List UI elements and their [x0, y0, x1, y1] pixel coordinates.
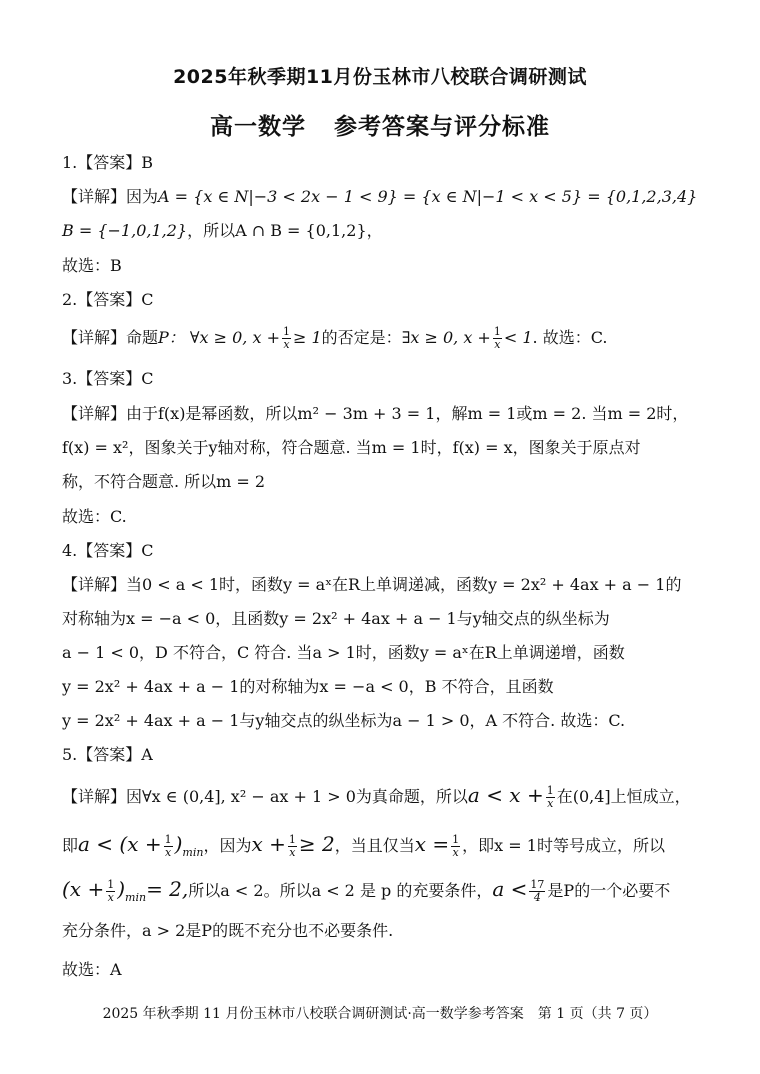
q2-answer: 2.【答案】C: [62, 290, 154, 309]
exam-title: 2025年秋季期11月份玉林市八校联合调研测试: [173, 66, 587, 88]
q1-detail-line2: B = {−1,0,1,2}，所以A ∩ B = {0,1,2}，: [62, 221, 383, 240]
exam-subtitle: [0, 108, 760, 141]
q1-conclusion: 故选：B: [62, 256, 122, 275]
q5-detail-line3: (x + $\frac{1}{x}$ )$_{min}= 2$,所以a < 2。所以a < 2 是 p 的充要条件，a < $\frac{17}{4}$ 是P的一个必要不: [62, 877, 671, 904]
q3-conclusion: 故选：C.: [62, 507, 127, 526]
q4-detail-line5: y = 2x² + 4ax + a − 1与y轴交点的纵坐标为a − 1 > 0，A 不符合. 故选：C.: [62, 711, 626, 730]
q4-detail-line1: 【详解】当0 < a < 1时，函数y = aˣ在R上单调递减，函数y = 2x² + 4ax + a − 1的: [62, 575, 682, 594]
q1-detail-line1: 【详解】因为A = {x ∈ N|−3 < 2x − 1 < 9} = {x ∈ N|−1 < x < 5} = {0,1,2,3,4}: [62, 187, 698, 206]
q5-detail-line2: 即a < (x + $\frac{1}{x}$ )$_{min}$，因为x + $\frac{1}{x}$ ≥ 2，当且仅当x = $\frac{1}{x}$ ，即x = 1时等号成立，所以: [62, 832, 665, 859]
q3-detail-line3: 称，不符合题意. 所以m = 2: [62, 472, 266, 491]
q4-detail-line3: a − 1 < 0，D 不符合，C 符合. 当a > 1时，函数y = aˣ在R上单调递增，函数: [62, 643, 625, 662]
q3-detail-line1: 【详解】由于f(x)是幂函数，所以m² − 3m + 3 = 1，解m = 1或m = 2. 当m = 2时，: [62, 404, 689, 423]
q2-detail: 【详解】命题P： ∀x ≥ 0, x + $\frac{1}{x}$ ≥ 1的否定是：∃x ≥ 0, x + $\frac{1}{x}$ < 1. 故选：C.: [62, 325, 608, 351]
q5-conclusion: 故选：A: [62, 960, 122, 979]
q5-detail-line4: 充分条件，a > 2是P的既不充分也不必要条件.: [62, 921, 394, 940]
q5-detail-line1: 【详解】因∀x ∈ (0,4], x² − ax + 1 > 0为真命题，所以a < x + $\frac{1}{x}$ 在(0,4]上恒成立，: [62, 783, 691, 810]
q3-detail-line2: f(x) = x²，图象关于y轴对称，符合题意. 当m = 1时，f(x) = x，图象关于原点对: [62, 438, 641, 457]
q4-detail-line2: 对称轴为x = −a < 0，且函数y = 2x² + 4ax + a − 1与y轴交点的纵坐标为: [62, 609, 610, 628]
fraction-one-over-x: $\frac{1}{x}$: [283, 325, 290, 351]
q4-answer: 4.【答案】C: [62, 541, 154, 560]
fraction-17-over-4: $\frac{17}{4}$: [530, 878, 545, 904]
q3-answer: 3.【答案】C: [62, 369, 154, 388]
q1-answer: 1.【答案】B: [62, 153, 154, 172]
q4-detail-line4: y = 2x² + 4ax + a − 1的对称轴为x = −a < 0，B 不符合，且函数: [62, 677, 554, 696]
page-footer: 2025 年秋季期 11 月份玉林市八校联合调研测试·高一数学参考答案 第 1 页（共 7 页）: [102, 1006, 658, 1022]
q5-answer: 5.【答案】A: [62, 745, 153, 764]
doc-type-label: 参考答案与评分标准: [334, 114, 550, 140]
subject-label: 高一数学: [210, 114, 306, 140]
